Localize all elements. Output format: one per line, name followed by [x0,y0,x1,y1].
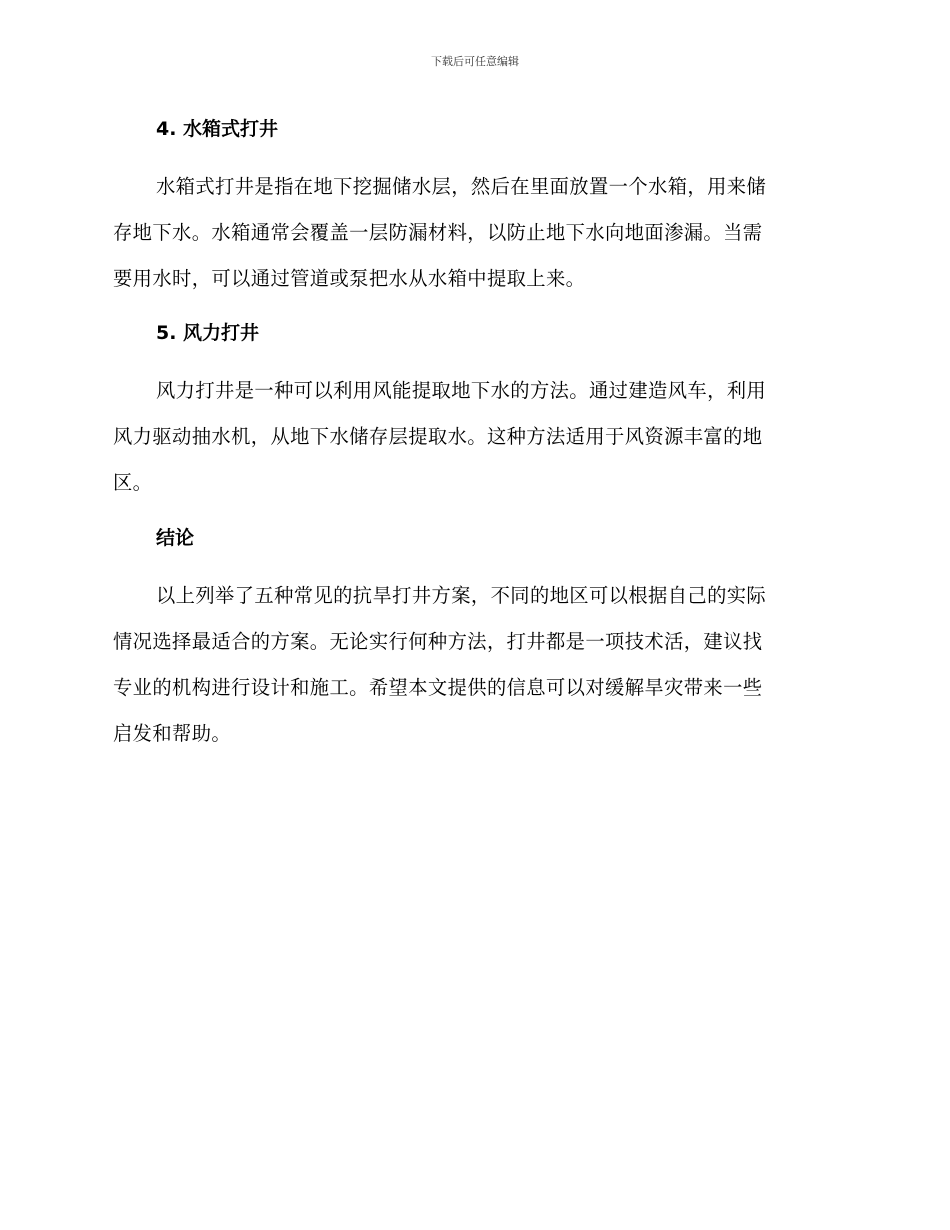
paragraph-line: 区。 [113,471,153,494]
section-paragraph-conclusion [113,573,829,757]
paragraph-line: 风力打井是一种可以利用风能提取地下水的方法。通过建造风车，利用 [156,379,767,402]
paragraph-line: 情况选择最适合的方案。无论实行何种方法，打井都是一项技术活，建议找 [113,630,763,653]
paragraph-line: 要用水时，可以通过管道或泵把水从水箱中提取上来。 [113,267,586,290]
page-header: 下载后可任意编辑 [431,55,519,68]
paragraph-line: 以上列举了五种常见的抗旱打井方案，不同的地区可以根据自己的实际 [156,584,767,607]
paragraph-line: 水箱式打井是指在地下挖掘储水层，然后在里面放置一个水箱，用来储 [156,175,767,198]
section-heading-conclusion: 结论 [156,527,195,549]
paragraph-line: 启发和帮助。 [113,722,232,745]
section-heading-wind-power: 5. 风力打井 [156,322,260,344]
paragraph-line: 专业的机构进行设计和施工。希望本文提供的信息可以对缓解旱灾带来一些 [113,676,763,699]
section-heading-water-tank: 4. 水箱式打井 [156,118,279,140]
section-paragraph-wind-power [113,368,829,506]
paragraph-line: 存地下水。水箱通常会覆盖一层防漏材料，以防止地下水向地面渗漏。当需 [113,221,763,244]
paragraph-line: 风力驱动抽水机，从地下水储存层提取水。这种方法适用于风资源丰富的地 [113,425,763,448]
section-paragraph-water-tank [113,164,829,302]
